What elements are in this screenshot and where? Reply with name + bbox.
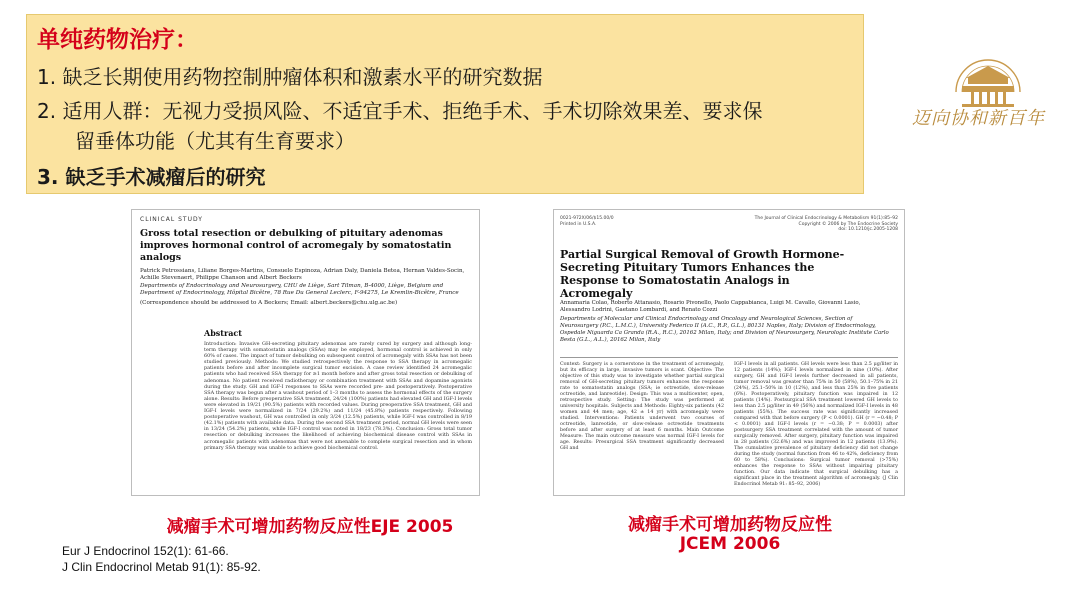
paper1-abstract-heading: Abstract (204, 328, 242, 338)
caption-eje: 减瘤手术可增加药物反应性EJE 2005 (166, 517, 454, 537)
paper2-divider (560, 357, 898, 358)
summary-line-2: 2. 适用人群：无视力受损风险、不适宜手术、拒绝手术、手术切除效果差、要求保 (37, 99, 763, 123)
summary-line-3: 3. 缺乏手术减瘤后的研究 (37, 165, 266, 189)
paper1-correspondence: (Correspondence should be addressed to A Beckers; Email: albert.beckers@chu.ulg.ac.be) (140, 300, 398, 306)
caption-jcem-line2: JCEM 2006 (679, 534, 781, 554)
paper2-authors-block (560, 300, 890, 344)
paper2-title: Partial Surgical Removal of Growth Hormone-Secreting Pituitary Tumors Enhances the Response to Somatostatin Analogs in Acromegaly (560, 248, 845, 300)
paper-thumbnail-jcem (553, 209, 905, 496)
paper1-tag: CLINICAL STUDY (140, 216, 203, 223)
summary-line-1: 1. 缺乏长期使用药物控制肿瘤体积和激素水平的研究数据 (37, 65, 543, 89)
paper2-abstract-left: Context: Surgery is a cornerstone in the treatment of acromegaly, but its efficacy in large, invasive tumors is scant. Objective: The objective of this study was to investigate whether partial surgical removal of GH-secreting pituitary tumors enhances the response rate to somatostatin analogs (SSA; ie octreotide, slow-release octreotide, and lanreotide). Design: This was a multicenter, open, retrospective study. Setting: The study was performed at university hospitals. Subjects and Methods: Eighty-six patients (42 women and 44 men; age, 42 ± 14 yr) with acromegaly were studied. Interventions: Patients underwent two courses of octreotide, lanreotide, or slow-release octreotide treatments before and after surgery of at least 6 months. Main Outcome Measure: The main outcome measure was normal IGF-I levels for age. Results: Presurgical SSA treatment significantly decreased GH and (560, 362, 724, 451)
caption-jcem-line1: 减瘤手术可增加药物反应性 (628, 515, 832, 535)
paper1-title: Gross total resection or debulking of pituitary adenomas improves hormonal control of acromegaly by somatostatin analogs (140, 228, 452, 263)
reference-2: J Clin Endocrinol Metab 91(1): 85-92. (62, 560, 261, 574)
logo-slogan: 迈向协和新百年 (912, 108, 1045, 129)
paper2-meta-left: 0021-972X/06/$15.00/0 Printed in U.S.A. (560, 216, 614, 227)
reference-1: Eur J Endocrinol 152(1): 61-66. (62, 544, 229, 558)
paper2-meta-right: The Journal of Clinical Endocrinology & Metabolism 91(1):85–92 Copyright © 2006 by The Endocrine Society doi: 10.1210/jc.2005-1208 (754, 216, 898, 232)
paper2-affiliation: Departments of Molecular and Clinical Endocrinology and Oncology and Neurological Sciences, Section of Neurosurgery (P.C., L.M.C.), University Federico II (A.C., R.P., G.L.), 80131 Naples, Italy; Division of Endocrinology, Ospedale Niguarda Ca Granda (R.A., R.C.), 20162 Milan, Italy; and Division of Neurosurgery, Neurologic Institute Carlo Besta (G.L., A.L.), 20162 Milan, Italy (560, 316, 889, 343)
paper1-authors: Patrick Petrossians, Liliane Borges-Martins, Consuelo Espinoza, Adrian Daly, Daniela Betea, Hernan Valdes-Socin, Achille Stevenaert, Philippe Chanson and Albert Beckers (140, 268, 465, 281)
references (62, 543, 261, 575)
paper1-affiliation: Departments of Endocrinology and Neurosurgery, CHU de Liège, Sart Tilman, B-4000, Liège, Belgium and Department of Endocrinology, Hôpital Bicêtre, 78 Rue Du General Leclerc, F-94275, Le Kremlin-Bicêtre, France (140, 283, 459, 296)
paper2-abstract-right: IGF-I levels in all patients. GH levels were less than 2.5 μg/liter in 12 patients (14%); IGF-I levels normalized in nine (10%). After surgery, GH and IGF-I levels further decreased in all patients, tumor removal was greater than 75% in 50 (58%), 50.1–75% in 21 (24%), 25.1–50% in 10 (12%), and less than 25% in five patients (6%). Postoperatively, pituitary function was impaired in 12 patients (14%). Postsurgical SSA treatment lowered GH levels to less than 2.5 μg/liter in 49 (56%) and normalized IGF-I levels in 48 patients (55%). The success rate was significantly increased compared with that before surgery (P < 0.0001). GH (r = −0.48; P < 0.0001) and IGF-I levels (r = −0.38; P = 0.0003) after postsurgery SSA treatment correlated with the amount of tumor surgically removed. After surgery, pituitary function was impaired in 28 patients (32.6%) and was improved in 12 patients (13.9%). The cumulative prevalence of pituitary deficiency did not change during the study (normal function from 46 to 42%, deficiency from 60 to 58%). Conclusions: Surgical tumor removal (>75%) enhances the response to SSAs without impairing pituitary function. Our data indicate that surgical debulking has a significant place in the treatment algorithm of acromegaly. (J Clin Endocrinol Metab 91: 85–92, 2006) (734, 362, 898, 487)
summary-heading: 单纯药物治疗： (37, 27, 198, 53)
paper-thumbnail-eje (131, 209, 480, 496)
paper1-abstract: Introduction: Invasive GH-secreting pituitary adenomas are rarely cured by surgery and although long-term therapy with somatostatin analogs (SSAs) may be employed, hormonal control is achieved in only 60% of cases. The impact of tumor debulking on subsequent control of acromegaly with SSAs has not been studied previously. Methods: We studied retrospectively the response to SSA therapy in acromegalic patients before and after incomplete surgical tumor excision. A case review identified 24 acromegalic patients who had received SSA therapy for ≥1 month before and after gross total resection or debulking of adenomas. No patient received radiotherapy or combination treatment with SSAs and dopamine agonists during the study. GH and IGF-I responses to SSAs were recorded pre- and postoperatively. Postoperative SSA therapy was begun after a washout period of 1–3 months to assess the hormonal effects of the surgery alone. Results: Before preoperative SSA treatment, 24/24 (100%) patients had elevated GH and IGF-I levels were elevated in 19/21 (90.5%) patients with recorded values. During preoperative SSA treatment, GH and IGF-I levels were normalized in 7/24 (29.2%) and 11/24 (45.8%) patients respectively. Following postoperative washout, GH was controlled in only 3/24 (12.5%) patients, while IGF-I was controlled in 8/19 (42.1%) patients with available data. During the second SSA treatment period, normal GH levels were seen in 13/24 (54.2%) patients, while IGF-I control was noted in 18/23 (78.3%). Conclusion: Gross total tumor resection or debulking increases the likelihood of achieving biochemical disease control with SSAs in acromegalic patients with adenomas that were not amenable to complete surgical resection and in whom primary SSA therapy was unable to achieve good biochemical control. (204, 341, 472, 451)
paper1-authors-block (140, 268, 470, 307)
paper2-authors: Annamaria Colao, Roberto Attanasio, Rosario Pivonello, Paolo Cappabianca, Luigi M. Cavallo, Giovanni Lasio, Alessandro Lodrini, Gaetano Lombardi, and Renato Cozzi (560, 300, 861, 313)
summary-line-2-cont: 留垂体功能（尤其有生育要求） (75, 129, 355, 153)
summary-box (26, 14, 864, 194)
